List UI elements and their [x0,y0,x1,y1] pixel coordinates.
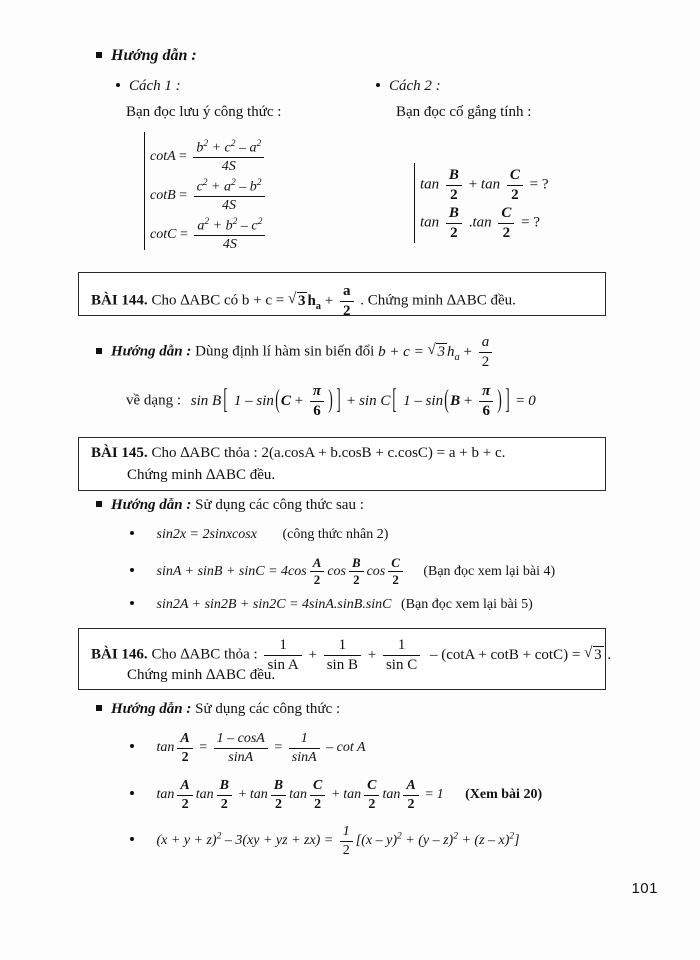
cot-c-denominator: 4S [194,235,265,253]
numerator-pi: π [482,383,491,399]
cot-b-fraction [194,178,265,214]
method-1-label: Cách 1 : [129,78,181,94]
hint-145-item-3-formula: sin2A + sin2B + sin2C = 4sinA.sinB.sinC [156,597,392,612]
denominator-2: 2 [498,223,514,242]
denominator-sin-c: sin C [383,655,420,674]
hint-145-item-3 [130,597,533,613]
equals-sign: = [179,188,188,204]
numerator-pi: π [312,383,322,399]
angle-b: B [450,392,461,409]
b-over-2 [446,205,462,242]
a-over-2 [177,731,192,765]
cot-c-fraction [194,217,265,253]
hint-145-item-2-note: (Bạn đọc xem lại bài 4) [423,564,556,580]
hint-144-label: Hướng dẫn : [111,343,192,360]
method-2-heading [376,78,441,95]
pi-over-6 [310,383,324,420]
intro-hint-heading [96,47,197,65]
hint-144-inline-formula: b + c = √ 3 $h_a$ + $\frac{a}{2}$ [378,344,495,360]
angle-c: C [280,392,291,409]
formula-cot-b [150,178,268,214]
denominator-sin-a: sinA [289,748,320,766]
c-over-2 [507,167,523,204]
b-over-2 [271,778,286,812]
b-over-2 [217,778,232,812]
denominator-2: 2 [507,185,523,204]
c-over-2 [498,205,514,242]
cot-b-numerator: $c^2 + a^2 - b^2$ [196,178,262,195]
b-over-2 [349,556,364,588]
left-paren: ( [275,386,280,415]
intro-hint-label: Hướng dẫn : [111,47,197,64]
cot-a-denominator: 4S [193,157,264,175]
exercise-box-144 [78,272,606,319]
cot-a-lhs: cotA [150,149,176,165]
exercise-144-text-prefix: Cho ∆ABC có b + c = [151,292,285,309]
hint-146-text: Sử dụng các công thức : [195,701,341,717]
numerator-a: a [343,283,351,299]
hint-146-item-2-note: (Xem bài 20) [465,787,543,803]
minus-sign: – [414,392,422,409]
exercise-146-statement-line-2: Chứng minh ∆ABC đều. [127,667,276,683]
denominator-2: 2 [388,571,403,587]
one-over-sin-a [289,731,320,765]
sin-c: sin C [359,392,391,409]
numerator-1: 1 [338,637,347,653]
formula-tan-product [420,205,540,242]
method-1-lead-text: Bạn đọc lưu ý công thức : [126,104,282,120]
sqrt-symbol-icon: √ 3 [584,646,604,664]
dot-bullet-icon [130,531,134,535]
method-1-heading [116,78,181,95]
numerator-c: C [367,778,377,793]
numerator-a: A [180,731,190,746]
pi-over-6 [479,383,493,420]
formula-tan-sum [420,167,548,204]
numerator-1: 1 [397,637,406,653]
a-over-2 [403,778,418,812]
numerator-b: B [351,556,361,570]
hint-146-item-2 [130,778,542,812]
numerator-1: 1 [342,824,350,839]
numerator-c: C [391,556,400,570]
dot-bullet-icon [130,744,134,748]
one: 1 [436,787,444,803]
denominator-2: 2 [217,795,232,813]
denominator-2: 2 [310,571,325,587]
cot-group: (cotA + cotB + cotC) = [441,646,581,663]
cot-c-numerator: $a^2 + b^2 - c^2$ [197,217,263,234]
tan-label: tan [472,214,492,231]
exercise-145-text: Cho ∆ABC thỏa : 2(a.cosA + b.cosB + c.cosC) = a + b + c. [151,445,506,461]
exercise-144-text-suffix: . Chứng minh ∆ABC đều. [360,292,516,309]
plus-sign: + [463,392,473,409]
cot-b-lhs: cotB [150,188,176,204]
plus-sign: + [308,646,317,663]
left-bracket: [ [223,385,228,416]
hint-146-item-3 [130,824,520,858]
numerator-c: C [501,205,512,221]
numerator-c: C [313,778,323,793]
hint-144-lead: về dạng : [126,392,181,409]
tan-label: tan [480,176,501,193]
hint-144-line-2 [126,383,536,420]
hint-145-heading [96,497,364,514]
equals-sign: = [178,149,187,165]
equals-sign: = [521,214,530,231]
square-bullet-icon [96,52,102,58]
denominator-2: 2 [446,223,462,242]
numerator-b: B [448,167,459,183]
denominator-2: 2 [340,301,354,320]
right-paren: ) [497,386,503,415]
a-over-2 [310,556,325,588]
dot-bullet-icon [116,83,120,87]
exercise-145-statement-line-1 [91,445,505,462]
left-bracket: [ [392,385,397,416]
denominator-2: 2 [177,748,192,766]
numerator-a: a [481,334,490,350]
cot-a: cot A [336,740,366,756]
numerator-1: 1 [300,731,308,746]
c-over-2 [364,778,379,812]
one: 1 [233,392,242,409]
hint-144-text: Dùng định lí hàm sin biến đổi [195,343,375,360]
formula-cot-c [150,217,268,253]
minus-sign: – [429,646,438,663]
a-over-2 [340,283,354,320]
equals-sign: = [529,176,539,193]
c-over-2 [388,556,403,588]
numerator-a: A [312,556,322,570]
one-over-sin-c [383,637,420,674]
square-bullet-icon [96,705,102,711]
period: . [607,646,612,663]
hint-145-text: Sử dụng các công thức sau : [195,497,364,513]
denominator-2: 2 [364,795,379,813]
one: 1 [403,392,411,409]
denominator-2: 2 [403,795,418,813]
denominator-2: 2 [446,185,462,204]
plus-sign: + [238,787,247,803]
numerator-b: B [273,778,284,793]
one-over-sin-b [324,637,361,674]
hint-146-item-1 [130,731,366,765]
hint-144-line-1 [96,334,495,371]
equals-sign: = [516,392,525,409]
plus-sign: + [463,343,472,360]
formula-cot-a [150,139,267,175]
denominator-sin-a: sin A [264,655,301,674]
denominator-sin-b: sin B [324,655,361,674]
minus-sign: – [326,740,334,756]
numerator-a: A [406,778,416,793]
denominator-6: 6 [479,401,493,420]
exercise-146-number: BÀI 146. [91,646,148,663]
one-half [340,824,353,858]
exercise-144-statement [91,283,516,320]
dot-bullet-icon [130,568,134,572]
hint-145-item-2-formula: sinA + sinB + sinC = 4cos $\frac{A}{2}$ cos $\frac{B}{2}$ cos $\frac{C}{2}$ [157,564,410,579]
right-bracket: ] [336,385,341,416]
a-over-2 [479,334,493,371]
denominator-2: 2 [177,795,192,813]
one-minus-cos-over-sin [214,731,268,765]
cot-c-lhs: cotC [150,227,177,243]
denominator-6: 6 [310,401,324,420]
cot-a-numerator: $b^2 + c^2 - a^2$ [196,139,262,156]
method-2-label: Cách 2 : [389,78,441,94]
plus-sign: + [468,176,478,193]
sin: sin [425,392,444,409]
tan-label: tan [420,176,440,193]
hint-145-item-1-formula: sin2x = 2sinxcosx [156,527,257,542]
plus-sign: + [331,787,340,803]
exercise-144-formula [288,283,360,319]
minus-sign: – [245,392,253,409]
numerator-c: C [509,167,520,183]
c-over-2 [310,778,325,812]
sqrt-symbol-icon: √ 3 [427,343,447,361]
question-mark: ? [541,176,549,193]
denominator-2: 2 [271,795,286,813]
square-bullet-icon [96,501,102,507]
sin: sin [256,392,274,409]
exercise-146-text-prefix: Cho ∆ABC thỏa : [151,646,258,663]
hint-146-heading [96,701,340,718]
cot-b-denominator: 4S [194,196,265,214]
equals-sign: = [199,740,208,756]
hint-145-item-2 [130,556,555,588]
hint-146-label: Hướng dẫn : [111,701,192,717]
question-mark: ? [533,214,541,231]
exercise-145-statement-line-2: Chứng minh ∆ABC đều. [127,467,276,483]
exercise-145-number: BÀI 145. [91,445,148,461]
h-sub-a: $h_a$ [446,343,460,363]
exercise-box-146 [78,628,612,690]
dot-bullet-icon [130,837,134,841]
hint-146-item-2-formula: tan $\frac{A}{2}$ tan $\frac{B}{2}$ + tan $\frac{B}{2}$ tan $\frac{C}{2}$ + tan $\frac{C}{2}$ tan $\frac{A}{2}$ = 1 [156,778,444,812]
denominator-2: 2 [349,571,364,587]
cot-a-fraction [193,139,264,175]
b-over-2 [446,167,462,204]
plus-sign: + [367,646,377,663]
plus-sign: + [324,292,334,309]
hint-144-formula [190,383,536,419]
sqrt-symbol-icon: √ 3 [288,292,308,310]
page-number: 101 [631,880,658,897]
exercise-146-formula [261,637,612,673]
dot-bullet-icon [130,791,134,795]
equals-sign: = [425,787,434,803]
numerator-a: A [180,778,190,793]
equals-sign: = [179,227,188,243]
hint-146-item-3-formula: $(x + y + z)^2 - 3(xy$ + yz + zx) = $\frac{1}{2}$ [(x – y)$^2$ + (y – z)$^2$ + (z – x)$^2$] [156,824,520,858]
denominator-2: 2 [310,795,325,813]
numerator-b: B [219,778,229,793]
exercise-box-145 [78,437,606,491]
hint-146-item-1-formula: tan $\frac{A}{2}$ = $\frac{1 - \cos A}{\sin A}$ = $\frac{1}{\sin A}$ – cot A [156,731,366,765]
equals-sign: = [274,740,283,756]
numerator-1-minus-cos-a: 1 – cosA [216,731,265,746]
dot-bullet-icon [376,83,380,87]
plus-sign: + [346,392,356,409]
plus-sign: + [294,392,304,409]
exercise-144-number: BÀI 144. [91,292,148,309]
right-paren: ) [328,386,333,415]
hint-145-item-3-note: (Bạn đọc xem lại bài 5) [401,597,533,612]
square-bullet-icon [96,348,102,354]
denominator-2: 2 [479,352,493,371]
sin-b: sin B [190,392,222,409]
system-brace-right [414,163,415,243]
hint-145-label: Hướng dẫn : [111,497,192,513]
left-paren: ( [444,386,449,415]
a-over-2 [177,778,192,812]
multiplication-dot: . [468,214,473,231]
dot-bullet-icon [130,601,134,605]
h-sub-a: $h_a$ [307,292,322,312]
tan-label: tan [420,214,440,231]
system-brace-left [144,132,145,250]
method-2-lead-text: Bạn đọc cố gắng tính : [396,104,532,120]
numerator-1: 1 [279,637,287,653]
hint-145-item-1 [130,527,388,543]
denominator-2: 2 [340,841,353,859]
hint-145-item-1-note: (công thức nhân 2) [282,527,389,542]
right-bracket: ] [505,385,510,416]
numerator-b: B [448,205,459,221]
denominator-sin-a: sinA [214,748,268,766]
zero: 0 [528,392,536,409]
